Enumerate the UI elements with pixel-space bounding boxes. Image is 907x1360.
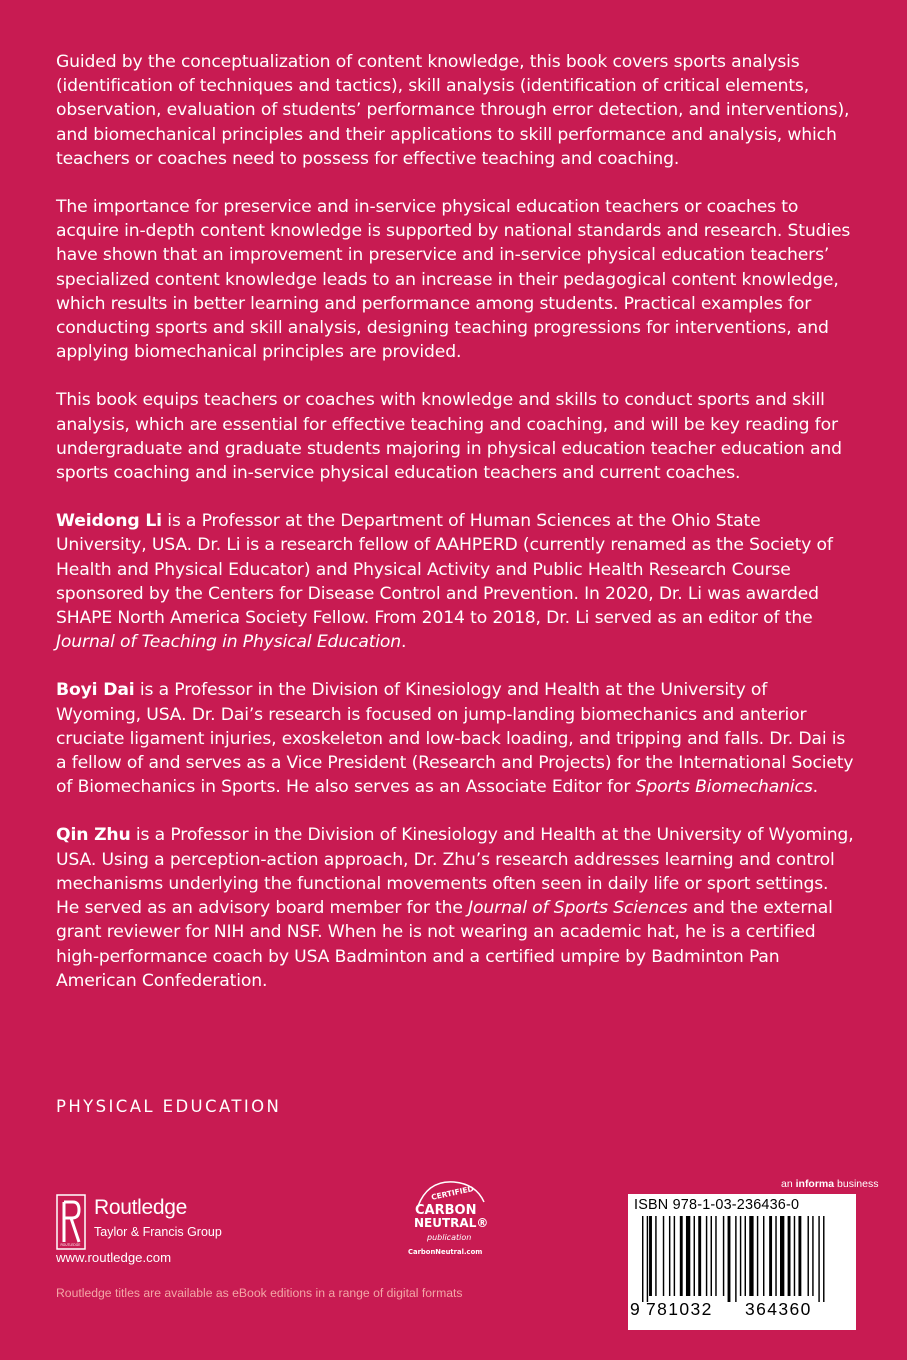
barcode-bar: [735, 1216, 736, 1302]
barcode-bar: [669, 1216, 670, 1296]
barcode-bar: [723, 1216, 724, 1296]
barcode-bar: [655, 1216, 656, 1296]
author-bio-tail: and the external grant reviewer for NIH and NSF. When he is not wearing an academic hat, he is a certified high-performance coach by USA Badminton and a certified umpire by Badminton Pan American Confederation.: [56, 898, 833, 991]
barcode-bar: [757, 1216, 758, 1296]
barcode-bar: [706, 1216, 707, 1296]
barcode-bar: [808, 1216, 809, 1296]
barcode-bar: [674, 1216, 675, 1296]
barcode-bar: [686, 1216, 690, 1296]
barcode-lead-digit: 9: [630, 1299, 642, 1319]
barcode-bar: [749, 1216, 753, 1296]
description-paragraph-1: Guided by the conceptualization of content knowledge, this book covers sports analysis (identification of techniques and tactics), skill analysis (identification of critical elements, observation, evaluation of students’ performance through error detection, and interventions), and biomechanical principles and their applications to skill performance and analysis, which teachers or coaches need to possess for effective teaching and coaching.: [56, 52, 850, 169]
author-bio-text: is a Professor at the Department of Human Sciences at the Ohio State University, USA. Dr. Li is a research fellow of AAHPERD (currently renamed as the Society of Health and Physical Educator) and Physical Activity and Public Health Research Course sponsored by the Centers for Disease Control and Prevention. In 2020, Dr. Li was awarded SHAPE North America Society Fellow. From 2014 to 2018, Dr. Li served as an editor of the: [56, 511, 833, 629]
author-bio-text: is a Professor in the Division of Kinesiology and Health at the University of Wyoming, USA. Using a perception-action approach, Dr. Zhu’s research addresses learning and control mechanisms underlying the functional movements often seen in daily life or sport settings. He served as an advisory board member for the: [56, 825, 854, 919]
subject-category: PHYSICAL EDUCATION: [56, 1097, 282, 1116]
carbon-neutral-icon: [404, 1176, 496, 1268]
author-bio-1: [56, 509, 856, 654]
informa-prefix: an: [781, 1178, 796, 1190]
informa-brand: informa: [795, 1178, 835, 1190]
barcode-bar: [740, 1216, 741, 1296]
barcode-bar: [769, 1216, 772, 1296]
barcode-bar: [715, 1216, 716, 1296]
barcode-bar: [763, 1216, 764, 1296]
description-paragraph-2: The importance for preservice and in-service physical education teachers or coaches to acquire in-depth content knowledge is supported by national standards and research. Studies have shown that an improvement in preservice and in-service physical education teachers’ specialized content knowledge leads to an increase in their pedagogical content knowledge, which results in better learning and performance among students. Practical examples for conducting sports and skill analysis, designing teaching progressions for interventions, and applying biomechanical principles are provided.: [56, 197, 851, 363]
ebook-note: Routledge titles are available as eBook editions in a range of digital formats: [56, 1286, 463, 1300]
barcode-bar: [775, 1216, 776, 1296]
author-bio-tail: .: [812, 777, 818, 798]
author-bio-2: [56, 678, 856, 799]
carbon-neutral-badge: [404, 1176, 496, 1268]
informa-business-line: [781, 1178, 878, 1190]
barcode-bar: [780, 1216, 784, 1296]
informa-suffix: business: [834, 1178, 879, 1190]
isbn-barcode-box: [628, 1194, 856, 1330]
barcode-bar: [680, 1216, 683, 1296]
publisher-group: Taylor & Francis Group: [94, 1225, 222, 1239]
barcode-bar: [823, 1216, 824, 1302]
barcode-bar: [745, 1216, 746, 1296]
barcode-bar: [794, 1216, 795, 1296]
barcode-bar: [728, 1216, 731, 1302]
author-name: Qin Zhu: [56, 825, 131, 846]
badge-carbon-text: CARBON: [415, 1203, 477, 1218]
author-bio-text: is a Professor in the Division of Kinesiology and Health at the University of Wyoming, USA. Dr. Dai’s research is focused on jump-landing biomechanics and anterior cruciate ligament injuries, exoskeleton and low-back loading, and tripping and falls. Dr. Dai is a fellow of and serves as a Vice President (Research and Projects) for the International Society of Biomechanics in Sports. He also serves as an Associate Editor for: [56, 680, 854, 798]
author-name: Boyi Dai: [56, 680, 135, 701]
journal-title: Journal of Teaching in Physical Education: [56, 632, 402, 653]
routledge-emblem-text: ROUTLEDGE: [60, 1243, 81, 1247]
barcode-bar: [788, 1216, 791, 1296]
barcode-bar: [698, 1216, 701, 1296]
badge-neutral-text: NEUTRAL®: [414, 1216, 489, 1230]
barcode-bar: [642, 1216, 643, 1302]
publisher-name: Routledge: [94, 1196, 188, 1219]
barcode-bar: [647, 1216, 648, 1302]
barcode-bar: [663, 1216, 664, 1296]
routledge-emblem-icon: [56, 1194, 86, 1250]
author-name: Weidong Li: [56, 511, 162, 532]
isbn-label: ISBN 978-1-03-236436-0: [634, 1197, 800, 1213]
barcode-bar: [798, 1216, 801, 1296]
barcode-bar: [818, 1216, 819, 1302]
barcode-icon: [638, 1216, 846, 1302]
description-paragraph-3: This book equips teachers or coaches with knowledge and skills to conduct sports and skill analysis, which are essential for effective teaching and coaching, and will be key reading for undergraduate and graduate students majoring in physical education teacher education and sports coaching and in-service physical education teachers and current coaches.: [56, 390, 842, 484]
barcode-bar: [694, 1216, 695, 1296]
badge-url-text: CarbonNeutral.com: [408, 1248, 483, 1256]
barcode-digit-group-2: 364360: [745, 1299, 812, 1319]
cover-text: [56, 50, 856, 1017]
author-bio-tail: .: [401, 632, 407, 653]
badge-bottom-text: publication: [427, 1233, 472, 1242]
publisher-url: www.routledge.com: [56, 1250, 172, 1265]
barcode-digit-group-1: 781032: [646, 1299, 713, 1319]
author-bio-3: [56, 823, 856, 992]
barcode-bar: [649, 1216, 652, 1296]
barcode-bar: [711, 1216, 712, 1296]
journal-title: Journal of Sports Sciences: [468, 898, 688, 919]
journal-title: Sports Biomechanics: [635, 777, 813, 798]
barcode-bar: [812, 1216, 813, 1296]
badge-top-text: CERTIFIED: [430, 1184, 475, 1202]
